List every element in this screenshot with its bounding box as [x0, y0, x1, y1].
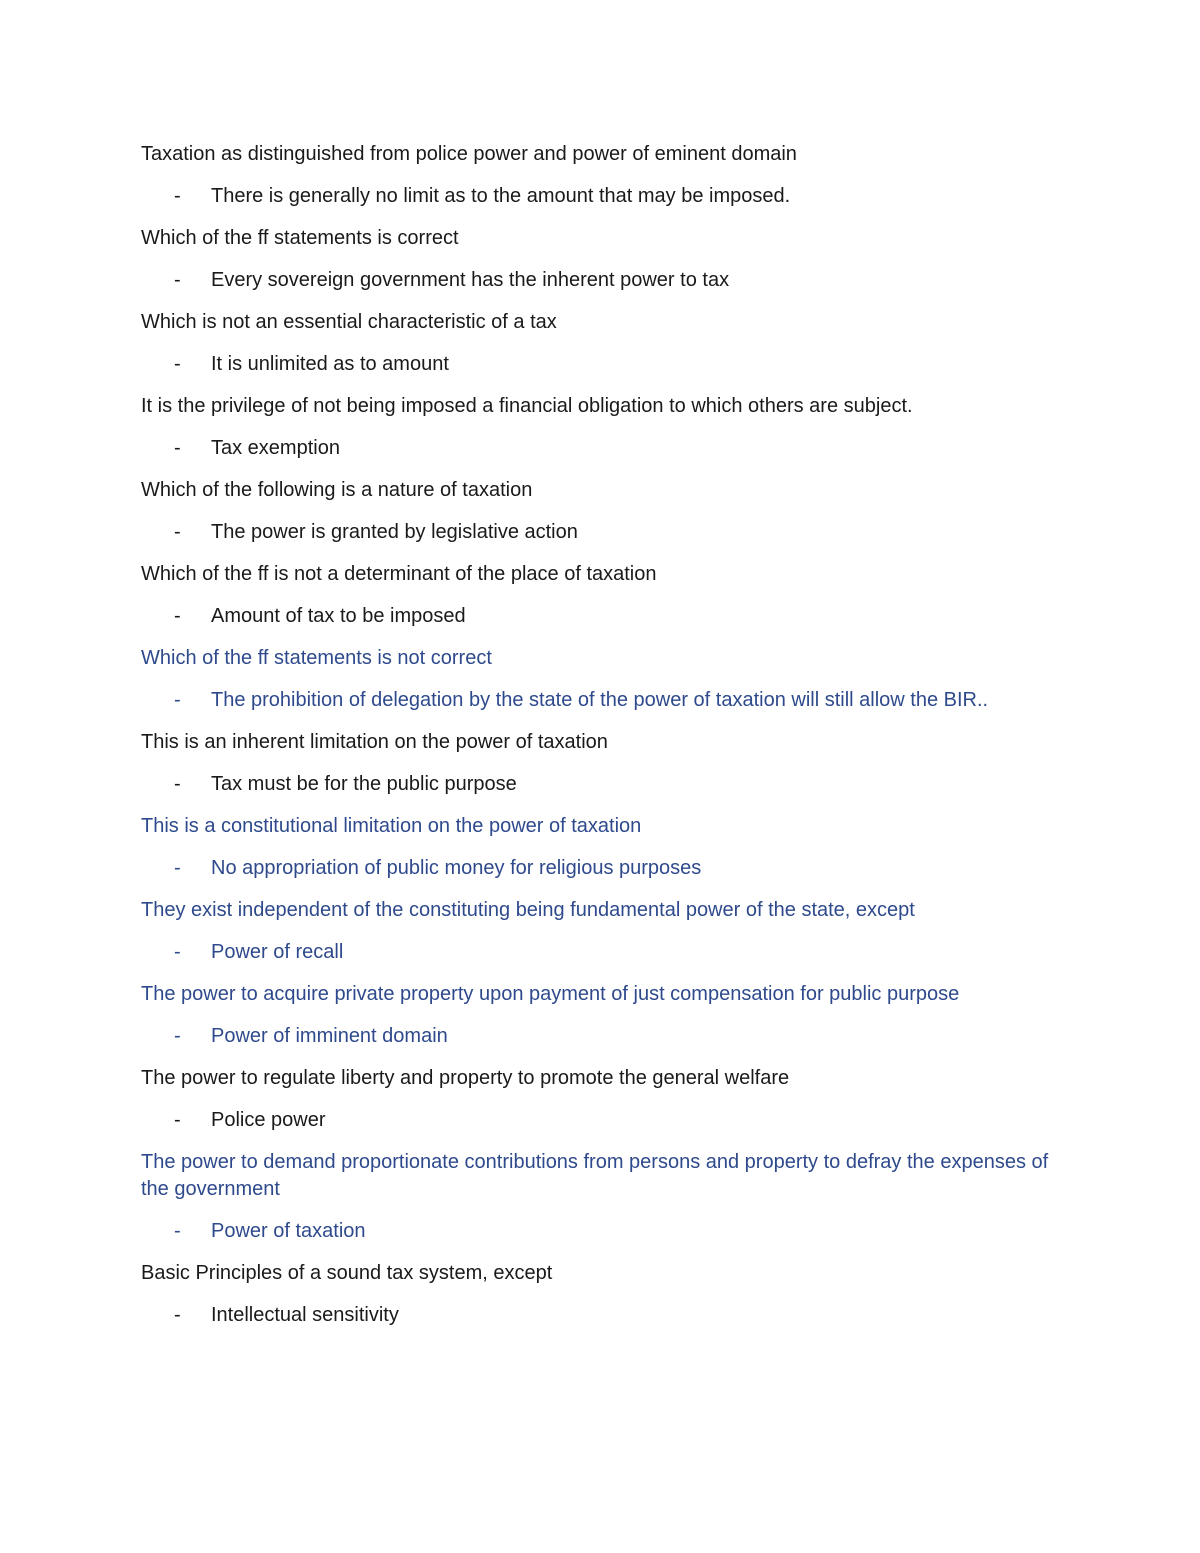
dash-bullet: - [174, 1025, 181, 1047]
question-text: Which of the ff is not a determinant of the place of taxation [141, 563, 657, 585]
dash-bullet: - [174, 857, 181, 879]
qa-item [141, 561, 1061, 630]
dash-bullet: - [174, 185, 181, 207]
qa-item [141, 813, 1061, 882]
qa-item [141, 729, 1061, 798]
answer-label: The prohibition of delegation by the state of the power of taxation will still allow the BIR.. [211, 689, 989, 711]
question-text: This is a constitutional limitation on the power of taxation [141, 815, 642, 837]
answer-label: Amount of tax to be imposed [211, 605, 466, 627]
qa-item [141, 477, 1061, 546]
dash-bullet: - [174, 521, 181, 543]
dash-bullet: - [174, 1220, 181, 1242]
answer-text [141, 1107, 1061, 1134]
dash-bullet: - [174, 773, 181, 795]
answer-label: Police power [211, 1109, 326, 1131]
qa-item [141, 1065, 1061, 1134]
question-text: Which is not an essential characteristic of a tax [141, 311, 557, 333]
dash-bullet: - [174, 1109, 181, 1131]
answer-text [141, 351, 1061, 378]
answer-text [141, 771, 1061, 798]
answer-text [141, 1218, 1061, 1245]
dash-bullet: - [174, 437, 181, 459]
answer-label: Tax must be for the public purpose [211, 773, 517, 795]
answer-label: No appropriation of public money for religious purposes [211, 857, 702, 879]
question-text: It is the privilege of not being imposed a financial obligation to which others are subject. [141, 395, 913, 417]
dash-bullet: - [174, 353, 181, 375]
dash-bullet: - [174, 605, 181, 627]
answer-text [141, 603, 1061, 630]
qa-item [141, 1260, 1061, 1329]
qa-item [141, 981, 1061, 1050]
question-text: Which of the ff statements is not correct [141, 647, 492, 669]
qa-item [141, 645, 1061, 714]
qa-item [141, 393, 1061, 462]
answer-text [141, 267, 1061, 294]
answer-label: There is generally no limit as to the amount that may be imposed. [211, 185, 791, 207]
answer-label: Power of taxation [211, 1220, 366, 1242]
qa-item [141, 1149, 1061, 1245]
answer-label: Power of recall [211, 941, 344, 963]
answer-label: The power is granted by legislative action [211, 521, 578, 543]
dash-bullet: - [174, 269, 181, 291]
answer-text [141, 687, 1061, 714]
answer-text [141, 1023, 1061, 1050]
answer-text [141, 1302, 1061, 1329]
question-text: They exist independent of the constituting being fundamental power of the state, except [141, 899, 915, 921]
qa-item [141, 225, 1061, 294]
answer-text [141, 183, 1061, 210]
qa-item [141, 309, 1061, 378]
dash-bullet: - [174, 941, 181, 963]
answer-text [141, 855, 1061, 882]
answer-text [141, 939, 1061, 966]
answer-label: Every sovereign government has the inherent power to tax [211, 269, 730, 291]
qa-list [141, 141, 1061, 1344]
answer-text [141, 519, 1061, 546]
question-text: Basic Principles of a sound tax system, except [141, 1262, 553, 1284]
question-text: This is an inherent limitation on the power of taxation [141, 731, 608, 753]
answer-label: Tax exemption [211, 437, 340, 459]
question-text: The power to demand proportionate contributions from persons and property to defray the expenses of the government [141, 1151, 1049, 1200]
answer-label: Intellectual sensitivity [211, 1304, 399, 1326]
question-text: The power to regulate liberty and property to promote the general welfare [141, 1067, 790, 1089]
question-text: Which of the following is a nature of taxation [141, 479, 533, 501]
answer-label: It is unlimited as to amount [211, 353, 449, 375]
question-text: Which of the ff statements is correct [141, 227, 459, 249]
answer-text [141, 435, 1061, 462]
question-text: Taxation as distinguished from police power and power of eminent domain [141, 143, 797, 165]
qa-item [141, 897, 1061, 966]
dash-bullet: - [174, 689, 181, 711]
question-text: The power to acquire private property upon payment of just compensation for public purpose [141, 983, 960, 1005]
answer-label: Power of imminent domain [211, 1025, 448, 1047]
dash-bullet: - [174, 1304, 181, 1326]
qa-item [141, 141, 1061, 210]
